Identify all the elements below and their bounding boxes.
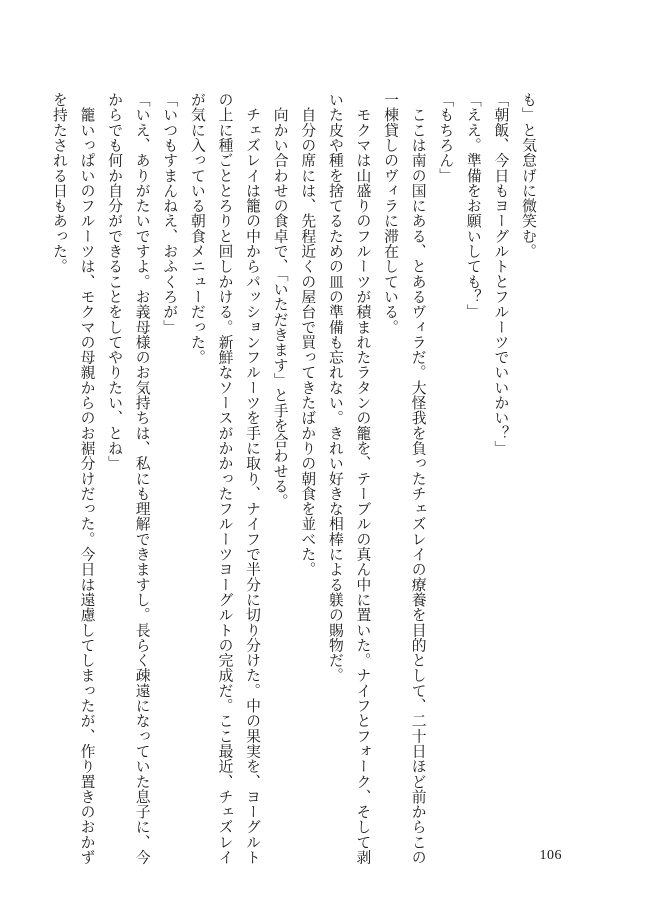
text-line: 籠いっぱいのフルーツは、モクマの母親からのお裾分けだった。今日は遠慮してしまったが、作り置きのおかず bbox=[78, 92, 96, 865]
text-line: 自分の席には、先程近くの屋台で買ってきたばかりの朝食を並べた。 bbox=[299, 92, 317, 577]
text-line: 「もちろん」 bbox=[437, 92, 455, 183]
text-line: 「ええ。準備をお願いしても？」 bbox=[464, 92, 482, 320]
text-line: 一棟貸しのヴィラに滞在している。 bbox=[382, 92, 400, 335]
text-line: 「いつもすまんねえ、おふくろが」 bbox=[161, 92, 179, 335]
text-line: いた皮や種を捨てるための皿の準備も忘れない。きれい好きな相棒による躾の賜物だ。 bbox=[326, 92, 344, 683]
text-line: を持たされる日もあった。 bbox=[50, 92, 68, 274]
page-number: 106 bbox=[539, 848, 562, 863]
text-line: の上に種ごととろりと回しかける。新鮮なソースがかかったフルーツヨーグルトの完成だ。ここ最近、チェズレイ bbox=[216, 92, 234, 865]
text-line: 「朝飯、今日もヨーグルトとフルーツでいいかい？」 bbox=[492, 92, 510, 456]
text-line: も」と気怠げに微笑む。 bbox=[520, 92, 537, 259]
text-line: からでも何か自分ができることをしてやりたい、とね」 bbox=[106, 92, 124, 471]
text-line: チェズレイは籠の中からパッションフルーツを手に取り、ナイフで半分に切り分けた。中の果実を、ヨーグルト bbox=[244, 92, 262, 865]
text-line: ここは南の国にある、とあるヴィラだ。大怪我を負ったチェズレイの療養を目的として、二十日ほど前からこの bbox=[409, 92, 427, 865]
vertical-text-body bbox=[50, 92, 542, 865]
text-line: モクマは山盛りのフルーツが積まれたラタンの籠を、テーブルの真ん中に置いた。ナイフとフォーク、そして剥 bbox=[354, 92, 372, 865]
text-line: 「いえ、ありがたいですよ。お義母様のお気持ちは、私にも理解できますし。長らく疎遠になっていた息子に、今 bbox=[133, 92, 151, 865]
text-line: が気に入っている朝食メニューだった。 bbox=[188, 92, 206, 365]
text-line: 向かい合わせの食卓で、「いただきます」と手を合わせる。 bbox=[271, 92, 289, 509]
